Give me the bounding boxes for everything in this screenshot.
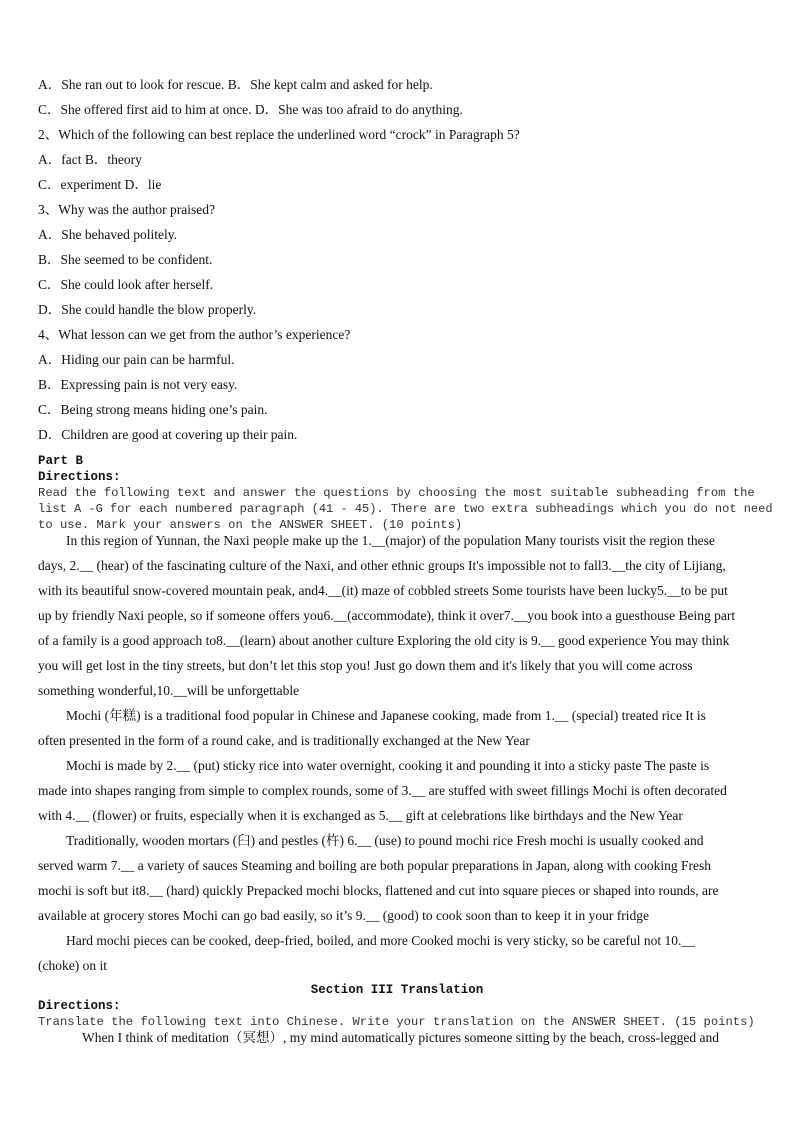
- q2-question: 2、Which of the following can best replace the underlined word “crock” in Paragraph 5?: [38, 127, 520, 142]
- q2-options-line-cd: C．experiment D．lie: [38, 177, 162, 192]
- mochi-paragraph-3-line: available at grocery stores Mochi can go bad easily, so it’s 9.__ (good) to cook soon than to keep it in your fridge: [38, 908, 649, 923]
- q3-option-a: A．She behaved politely.: [38, 227, 177, 242]
- q4-option-c: C．Being strong means hiding one’s pain.: [38, 402, 268, 417]
- part-b-directions-label: Directions:: [38, 470, 121, 484]
- mochi-paragraph-2-line: made into shapes ranging from simple to complex rounds, some of 3.__ are stuffed with sweet fillings Mochi is often decorated: [38, 783, 727, 798]
- part-b-directions-line: to use. Mark your answers on the ANSWER SHEET. (10 points): [38, 518, 463, 532]
- q1-options-line-cd: C．She offered first aid to him at once. D．She was too afraid to do anything.: [38, 102, 463, 117]
- mochi-paragraph-4-line: Hard mochi pieces can be cooked, deep-fried, boiled, and more Cooked mochi is very sticky, so be careful not 10.__: [66, 933, 695, 948]
- mochi-paragraph-1-line: often presented in the form of a round cake, and is traditionally exchanged at the New Year: [38, 733, 530, 748]
- translation-text: When I think of meditation（冥想）, my mind automatically pictures someone sitting by the beach, cross-legged and: [82, 1030, 719, 1045]
- passage1-line: In this region of Yunnan, the Naxi people make up the 1.__(major) of the population Many tourists visit the region these: [66, 533, 715, 548]
- q3-question: 3、Why was the author praised?: [38, 202, 215, 217]
- passage1-line: you will get lost in the tiny streets, but don’t let this stop you! Just go down them and it's likely that you will come across: [38, 658, 693, 673]
- q2-options-line-ab: A．fact B．theory: [38, 152, 142, 167]
- passage1-line: with its beautiful snow-covered mountain peak, and4.__(it) maze of cobbled streets Some tourists have been lucky5.__to be put: [38, 583, 728, 598]
- mochi-paragraph-1-line: Mochi (年糕) is a traditional food popular in Chinese and Japanese cooking, made from 1.__ (special) treated rice It is: [66, 708, 706, 723]
- passage1-line: something wonderful,10.__will be unforgettable: [38, 683, 300, 698]
- q4-question: 4、What lesson can we get from the author’s experience?: [38, 327, 351, 342]
- mochi-paragraph-3-line: mochi is soft but it8.__ (hard) quickly Prepacked mochi blocks, flattened and cut into square pieces or shaped into rounds, are: [38, 883, 719, 898]
- mochi-paragraph-4-line: (choke) on it: [38, 958, 107, 973]
- section-3-directions: Translate the following text into Chinese. Write your translation on the ANSWER SHEET. (15 points): [38, 1015, 755, 1029]
- part-b-directions-line: Read the following text and answer the questions by choosing the most suitable subheading from the: [38, 486, 755, 500]
- q3-option-c: C．She could look after herself.: [38, 277, 214, 292]
- mochi-paragraph-3-line: served warm 7.__ a variety of sauces Steaming and boiling are both popular preparations in Japan, along with cooking Fresh: [38, 858, 711, 873]
- mochi-paragraph-3-line: Traditionally, wooden mortars (臼) and pestles (杵) 6.__ (use) to pound mochi rice Fresh mochi is usually cooked and: [66, 833, 704, 848]
- q4-option-b: B．Expressing pain is not very easy.: [38, 377, 238, 392]
- q1-options-line-ab: A．She ran out to look for rescue. B．She kept calm and asked for help.: [38, 77, 433, 92]
- passage1-line: of a family is a good approach to8.__(learn) about another culture Exploring the old city is 9.__ good experience You may think: [38, 633, 730, 648]
- part-b-heading: Part B: [38, 454, 84, 468]
- q4-option-d: D．Children are good at covering up their pain.: [38, 427, 298, 442]
- section-3-heading: Section III Translation: [310, 983, 484, 997]
- mochi-paragraph-2-line: Mochi is made by 2.__ (put) sticky rice into water overnight, cooking it and pounding it into a sticky paste The paste is: [66, 758, 710, 773]
- passage1-line: days, 2.__ (hear) of the fascinating culture of the Naxi, and other ethnic groups It's impossible not to fall3.__the city of Lijiang,: [38, 558, 726, 573]
- q3-option-b: B．She seemed to be confident.: [38, 252, 213, 267]
- section-3-directions-label: Directions:: [38, 999, 121, 1013]
- passage1-line: up by friendly Naxi people, so if someone offers you6.__(accommodate), think it over7.__you book into a guesthouse Being part: [38, 608, 736, 623]
- q3-option-d: D．She could handle the blow properly.: [38, 302, 257, 317]
- part-b-directions-line: list A -G for each numbered paragraph (41 - 45). There are two extra subheadings which you do not need: [38, 502, 773, 516]
- mochi-paragraph-2-line: with 4.__ (flower) or fruits, especially when it is exchanged as 5.__ gift at celebrations like birthdays and the New Year: [38, 808, 683, 823]
- q4-option-a: A．Hiding our pain can be harmful.: [38, 352, 235, 367]
